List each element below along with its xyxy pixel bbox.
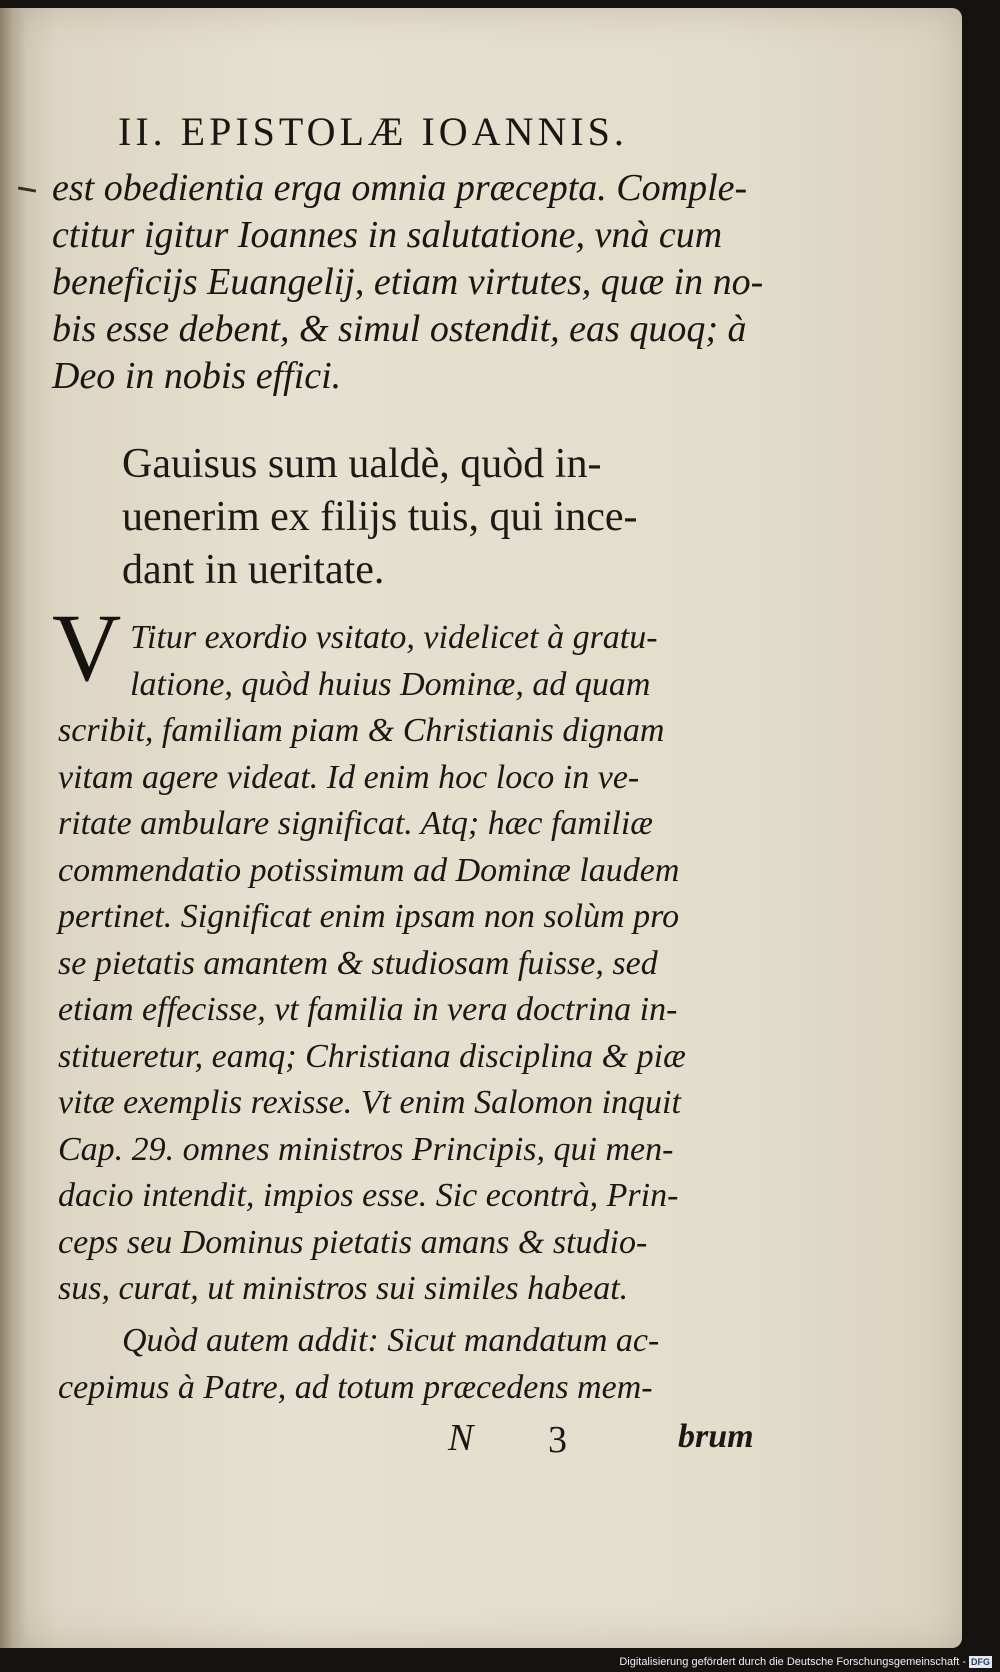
second-paragraph-line: cepimus à Patre, ad totum præcedens mem-: [58, 1368, 653, 1406]
commentary-line: Titur exordio vsitato, videlicet à gratu-: [130, 619, 658, 656]
commentary-line: vitæ exemplis rexisse. Vt enim Salomon inquit: [58, 1084, 681, 1121]
commentary-paragraph: [58, 708, 686, 1313]
commentary-line: ritate ambulare significat. Atq; hæc familiæ: [58, 805, 653, 842]
intro-line: ctitur igitur Ioannes in salutatione, vnà cum: [52, 214, 723, 256]
second-paragraph-line: Quòd autem addit: Sicut mandatum ac-: [122, 1322, 660, 1359]
footer-text: Digitalisierung gefördert durch die Deutsche Forschungsgemeinschaft -: [619, 1656, 966, 1668]
intro-line: bis esse debent, & simul ostendit, eas quoq; à: [52, 308, 747, 350]
commentary-line: ceps seu Dominus pietatis amans & studio-: [58, 1223, 648, 1261]
digitization-footer: [619, 1656, 992, 1668]
commentary-line: dacio intendit, impios esse. Sic econtrà, Prin-: [58, 1177, 679, 1214]
intro-line: est obedientia erga omnia præcepta. Comple-: [52, 167, 748, 209]
second-paragraph: [58, 1318, 659, 1411]
drop-cap: V: [52, 594, 122, 701]
commentary-line: commendatio potissimum ad Dominæ laudem: [58, 851, 680, 889]
commentary-line: vitam agere videat. Id enim hoc loco in ve-: [58, 758, 640, 796]
commentary-line: Cap. 29. omnes ministros Principis, qui men-: [58, 1130, 674, 1168]
signature-mark: N: [448, 1417, 474, 1459]
intro-line: Deo in nobis effici.: [52, 355, 342, 397]
catchword: brum: [678, 1418, 754, 1455]
page-gutter-edge: [0, 8, 26, 1648]
commentary-line: stitueretur, eamq; Christiana disciplina & piæ: [58, 1037, 686, 1075]
commentary-line: se pietatis amantem & studiosam fuisse, sed: [58, 944, 658, 982]
commentary-line: sus, curat, ut ministros sui similes habeat.: [58, 1270, 629, 1307]
quote-line: dant in ueritate.: [122, 547, 385, 593]
intro-paragraph: [52, 165, 772, 400]
scripture-quote: [122, 438, 638, 597]
dfg-logo: DFG: [971, 1657, 990, 1667]
commentary-line: pertinet. Significat enim ipsam non solùm pro: [58, 898, 680, 935]
running-head: II. EPISTOLÆ IOANNIS.: [118, 109, 628, 154]
quote-line: Gauisus sum ualdè, quòd in-: [122, 441, 602, 487]
commentary-line: etiam effecisse, vt familia in vera doctrina in-: [58, 991, 678, 1028]
commentary-opening: [130, 615, 658, 708]
quote-line: uenerim ex filijs tuis, qui ince-: [122, 494, 638, 540]
signature-number: 3: [548, 1419, 567, 1461]
commentary-line: scribit, familiam piam & Christianis dignam: [58, 712, 665, 749]
intro-line: beneficijs Euangelij, etiam virtutes, quæ in no-: [52, 261, 764, 303]
commentary-line: latione, quòd huius Dominæ, ad quam: [130, 665, 651, 703]
